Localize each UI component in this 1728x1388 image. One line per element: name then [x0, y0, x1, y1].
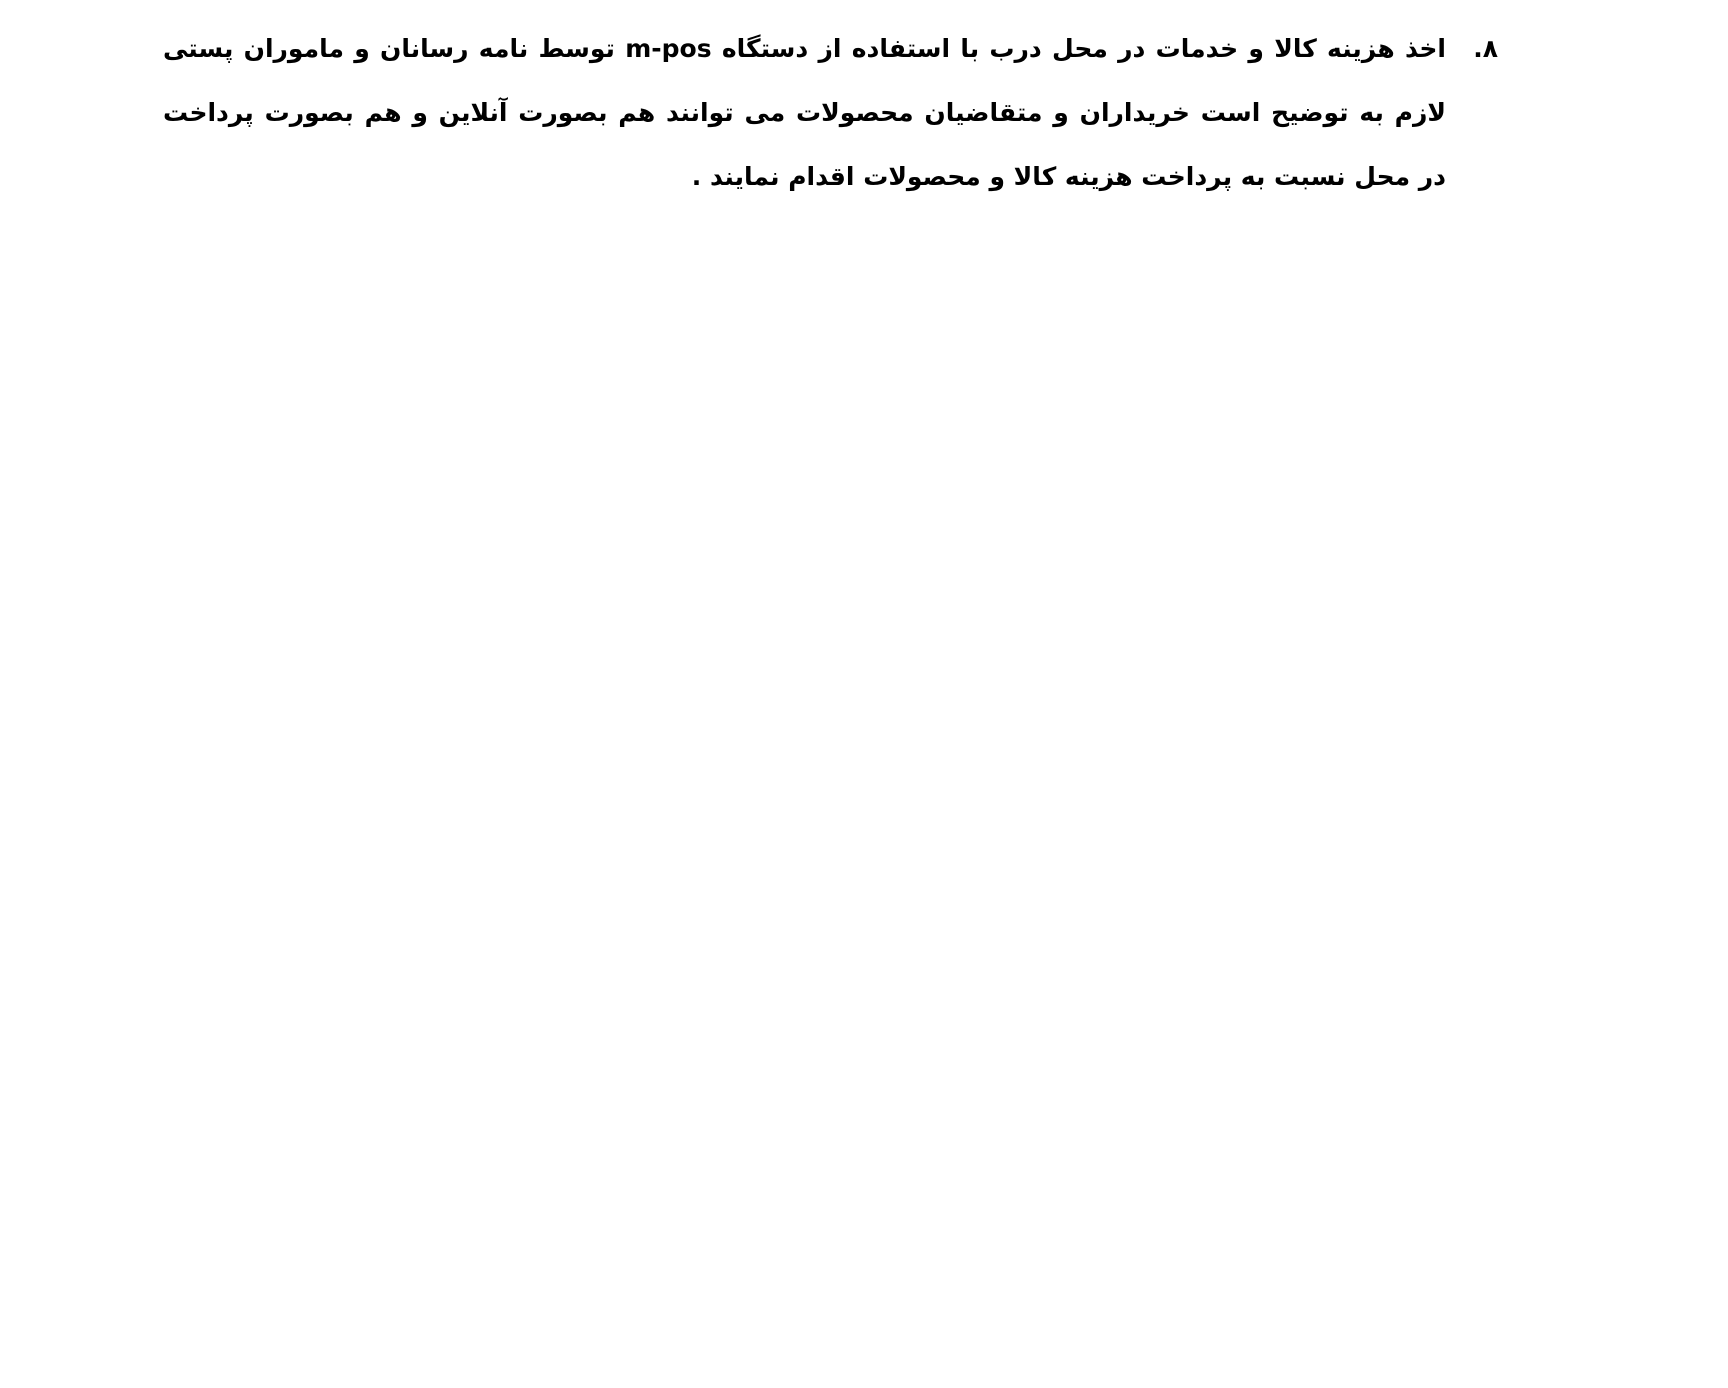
- item-line-2-text: لازم به توضیح است خریداران و متقاضیان محصولات می توانند هم بصورت آنلاین و هم بصورت پرداخت: [163, 98, 1446, 127]
- item-line-1: [163, 24, 1498, 88]
- item-line-2: [163, 88, 1498, 152]
- numbered-list-item-8: [163, 24, 1498, 216]
- item-line-1-text: اخذ هزینه کالا و خدمات در محل درب با استفاده از دستگاه m-pos توسط نامه رسانان و ماموران پستی: [163, 34, 1446, 63]
- item-line-3-text: در محل نسبت به پرداخت هزینه کالا و محصولات اقدام نمایند .: [691, 162, 1446, 191]
- item-number: ۸.: [1473, 34, 1498, 63]
- item-line-3: [163, 152, 1498, 216]
